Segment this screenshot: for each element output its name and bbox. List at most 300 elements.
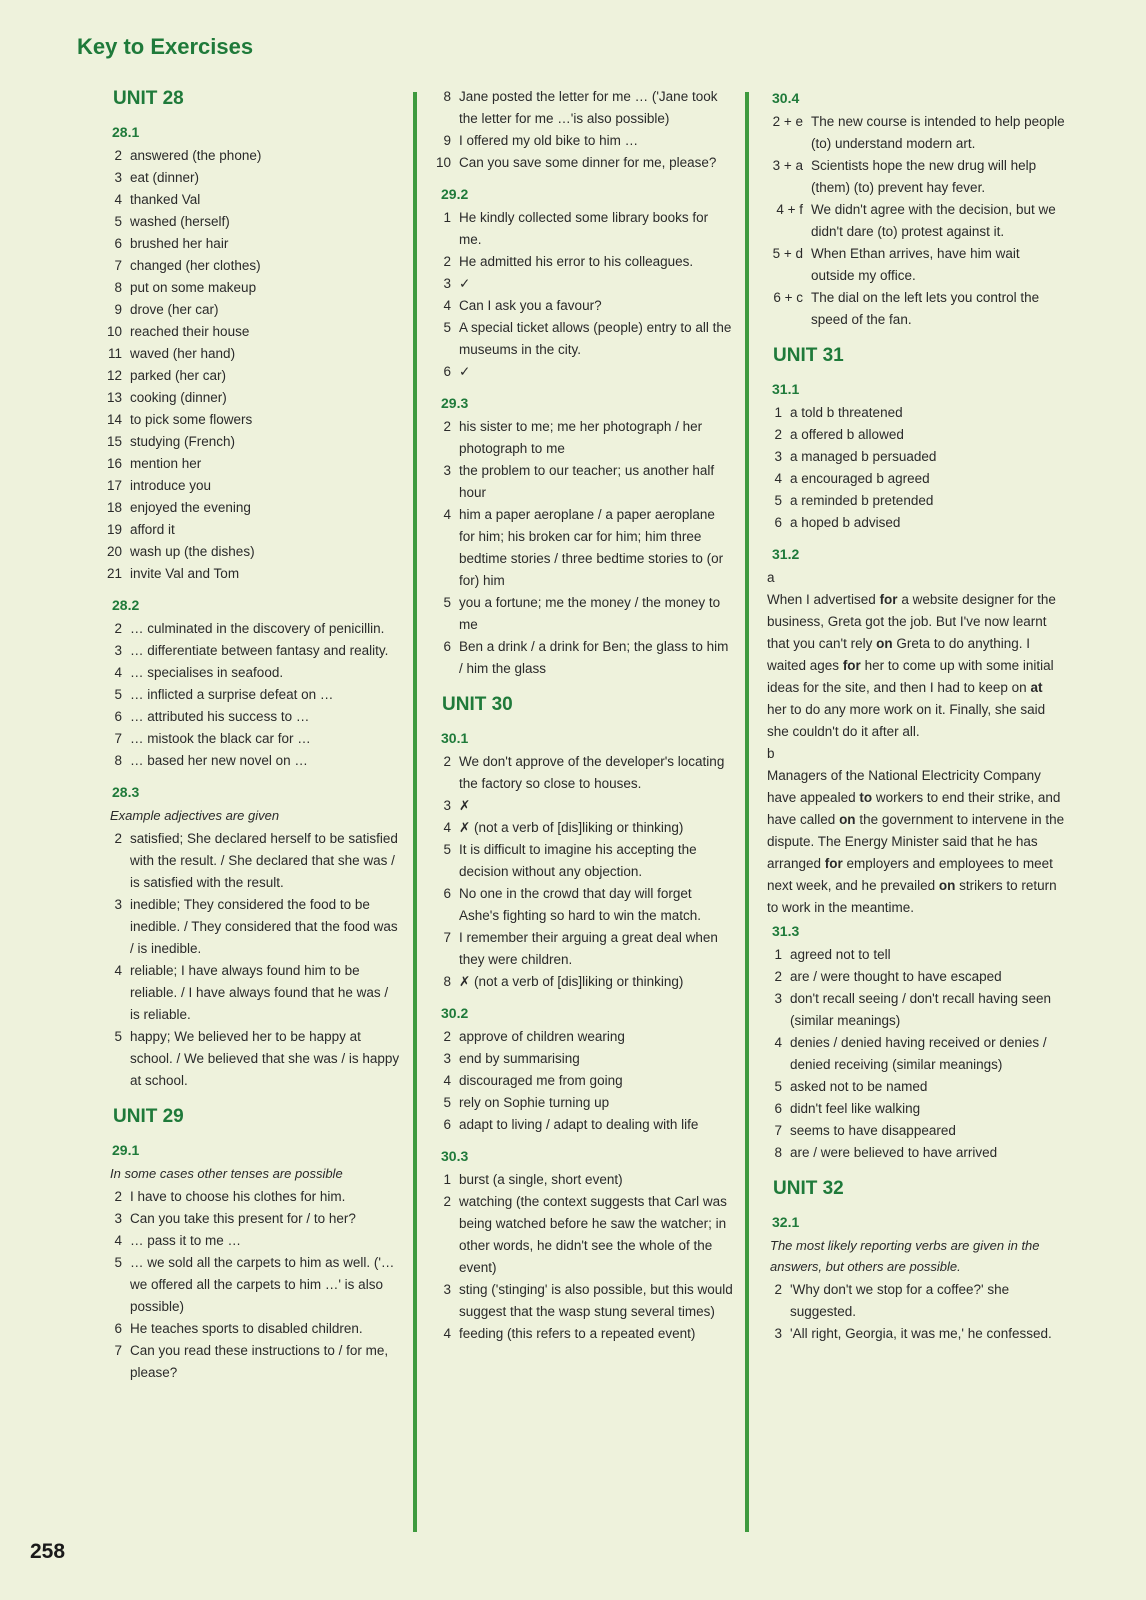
answer-text: invite Val and Tom	[130, 566, 240, 581]
answer-text: him a paper aeroplane / a paper aeroplane for him; his broken car for him; him three bedtime stories / three bedtime stories to (or for) him	[459, 507, 724, 588]
answer-text: his sister to me; me her photograph / her photograph to me	[459, 419, 703, 456]
answer-item	[434, 504, 734, 592]
exercise-number: 28.1	[112, 124, 140, 140]
answer-item	[765, 1098, 1065, 1120]
exercise-number: 29.3	[441, 395, 469, 411]
answer-number: 6	[443, 1117, 451, 1132]
answer-column-3	[765, 86, 1065, 1345]
answer-number: 13	[106, 390, 122, 405]
answer-number: 2	[443, 419, 451, 434]
answer-text: enjoyed the evening	[130, 500, 251, 515]
answer-item	[105, 1026, 401, 1092]
answer-text: a reminded b pretended	[790, 493, 934, 508]
answer-number: 1	[443, 210, 451, 225]
answer-item	[765, 199, 1065, 243]
answer-item	[105, 706, 401, 728]
answer-number: 4	[114, 963, 122, 978]
answer-item	[105, 640, 401, 662]
unit-heading: UNIT 28	[113, 88, 184, 109]
answer-item	[434, 1169, 734, 1191]
answer-item	[434, 1323, 734, 1345]
answer-text: … specialises in seafood.	[130, 665, 284, 680]
answer-item	[105, 497, 401, 519]
paragraph-segment: strikers to return to work in the meantime.	[767, 878, 1057, 915]
answer-text: Ben a drink / a drink for Ben; the glass to him / him the glass	[459, 639, 729, 676]
answer-number: 5	[443, 1095, 451, 1110]
answer-text: I offered my old bike to him …	[459, 133, 639, 148]
exercise-number: 31.3	[772, 923, 800, 939]
answer-text: We didn't agree with the decision, but we didn't dare (to) protest against it.	[811, 202, 1056, 239]
answer-item	[434, 416, 734, 460]
answer-number: 3	[443, 276, 451, 291]
column-3-lower	[765, 921, 1065, 1345]
answer-item	[105, 321, 401, 343]
answer-item	[105, 475, 401, 497]
answer-text: a told b threatened	[790, 405, 903, 420]
answer-number: 5	[443, 842, 451, 857]
exercise-number: 29.1	[112, 1142, 140, 1158]
answer-text: Can you read these instructions to / for me, please?	[130, 1343, 389, 1380]
answer-item	[765, 966, 1065, 988]
unit-heading: UNIT 31	[773, 345, 844, 366]
answer-number: 4	[114, 1233, 122, 1248]
answer-number: 6	[443, 886, 451, 901]
answer-item	[434, 130, 734, 152]
answer-item	[434, 295, 734, 317]
answer-text: a managed b persuaded	[790, 449, 937, 464]
answer-number: 2	[443, 254, 451, 269]
answer-number: 8	[443, 89, 451, 104]
answer-text: thanked Val	[130, 192, 201, 207]
answer-item	[434, 795, 734, 817]
answer-number: 5 + d	[772, 246, 803, 261]
answer-number: 5	[443, 595, 451, 610]
answer-item	[105, 1340, 401, 1384]
answer-number: 4	[443, 507, 451, 522]
unit-heading: UNIT 29	[113, 1106, 184, 1127]
answer-number: 1	[443, 1172, 451, 1187]
answer-preposition: to	[859, 790, 873, 805]
answer-item	[105, 750, 401, 772]
answer-item	[434, 207, 734, 251]
answer-item	[765, 1279, 1065, 1323]
answer-text: Can you take this present for / to her?	[130, 1211, 356, 1226]
answer-number: 3 + a	[772, 158, 803, 173]
answer-item	[105, 431, 401, 453]
answer-number: 5	[774, 493, 782, 508]
answer-text: … attributed his success to …	[130, 709, 310, 724]
answer-text: reliable; I have always found him to be reliable. / I have always found that he was / is reliable.	[130, 963, 389, 1022]
part-label-a: a	[767, 570, 775, 585]
answer-number: 8	[443, 974, 451, 989]
answer-text: are / were thought to have escaped	[790, 969, 1002, 984]
answer-text: drove (her car)	[130, 302, 219, 317]
answer-item	[765, 424, 1065, 446]
answer-item	[105, 277, 401, 299]
answer-item	[434, 460, 734, 504]
answer-number: 5	[114, 214, 122, 229]
answer-item	[105, 684, 401, 706]
answer-text: … we sold all the carpets to him as well. ('… we offered all the carpets to him …' is also possible)	[130, 1255, 395, 1314]
column-divider	[413, 92, 417, 1532]
paragraph-segment: a website designer for the business, Greta got the job. But I've now learnt that you can't rely	[767, 592, 1056, 651]
answer-text: sting ('stinging' is also possible, but this would suggest that the wasp stung several times)	[459, 1282, 733, 1319]
part-label-b: b	[767, 746, 775, 761]
answer-item	[765, 287, 1065, 331]
answer-item	[434, 1026, 734, 1048]
answer-text: washed (herself)	[130, 214, 230, 229]
answer-item	[105, 894, 401, 960]
answer-number: 3	[443, 463, 451, 478]
answer-number: 3	[443, 1051, 451, 1066]
answer-item	[434, 592, 734, 636]
answer-text: parked (her car)	[130, 368, 227, 383]
exercise-number: 31.1	[772, 381, 800, 397]
answer-column-2	[434, 86, 734, 1345]
answer-number: 2	[774, 1282, 782, 1297]
page-number: 258	[30, 1540, 66, 1563]
answer-text: ✓	[459, 364, 471, 379]
answer-number: 5	[114, 1255, 122, 1270]
answer-text: ✓	[459, 276, 471, 291]
answer-number: 18	[106, 500, 122, 515]
answer-item	[434, 636, 734, 680]
answer-item	[105, 662, 401, 684]
column-divider	[745, 92, 749, 1532]
answer-number: 4 + f	[776, 202, 803, 217]
answer-text: He kindly collected some library books for me.	[459, 210, 709, 247]
answer-text: mention her	[130, 456, 202, 471]
answer-text: discouraged me from going	[459, 1073, 623, 1088]
answer-number: 3	[114, 643, 122, 658]
answer-text: satisfied; She declared herself to be satisfied with the result. / She declared that she was / is satisfied with the result.	[130, 831, 398, 890]
answer-text: burst (a single, short event)	[459, 1172, 623, 1187]
answer-item	[765, 1142, 1065, 1164]
answer-text: A special ticket allows (people) entry to all the museums in the city.	[459, 320, 732, 357]
exercise-number: 31.2	[772, 546, 800, 562]
answer-number: 2 + e	[772, 114, 803, 129]
answer-number: 8	[114, 280, 122, 295]
exercise-note: The most likely reporting verbs are given in the answers, but others are possible.	[770, 1238, 1040, 1274]
answer-text: afford it	[130, 522, 175, 537]
exercise-number: 30.1	[441, 730, 469, 746]
answer-item	[105, 1208, 401, 1230]
exercise-number: 30.2	[441, 1005, 469, 1021]
answer-item	[765, 944, 1065, 966]
answer-text: introduce you	[130, 478, 212, 493]
answer-item	[765, 490, 1065, 512]
answer-number: 2	[114, 831, 122, 846]
answer-text: 'Why don't we stop for a coffee?' she suggested.	[790, 1282, 1010, 1319]
paragraph-segment: her to come up with some initial ideas for the site, and then I had to keep on	[767, 658, 1054, 695]
answer-number: 3	[774, 1326, 782, 1341]
answer-number: 6 + c	[773, 290, 803, 305]
answer-text: don't recall seeing / don't recall having seen (similar meanings)	[790, 991, 1052, 1028]
answer-number: 20	[106, 544, 122, 559]
answer-number: 2	[114, 148, 122, 163]
answer-number: 4	[443, 820, 451, 835]
answer-text: seems to have disappeared	[790, 1123, 956, 1138]
answer-item	[434, 317, 734, 361]
answer-number: 3	[114, 897, 122, 912]
answer-number: 21	[106, 566, 122, 581]
answer-preposition: for	[842, 658, 861, 673]
answer-number: 6	[774, 515, 782, 530]
answer-text: He teaches sports to disabled children.	[130, 1321, 363, 1336]
answer-text: We don't approve of the developer's locating the factory so close to houses.	[459, 754, 725, 791]
answer-number: 5	[114, 1029, 122, 1044]
paragraph-segment: Managers of the National Electricity Company have appealed	[767, 768, 1041, 805]
answer-item	[105, 233, 401, 255]
answer-item	[105, 453, 401, 475]
answer-text: I have to choose his clothes for him.	[130, 1189, 346, 1204]
exercise-number: 29.2	[441, 186, 469, 202]
answer-number: 5	[443, 320, 451, 335]
answer-text: you a fortune; me the money / the money to me	[459, 595, 721, 632]
answer-text: answered (the phone)	[130, 148, 262, 163]
answer-number: 6	[774, 1101, 782, 1116]
answer-number: 7	[774, 1123, 782, 1138]
answer-item	[434, 751, 734, 795]
answer-item	[105, 828, 401, 894]
answer-item	[105, 1252, 401, 1318]
answer-number: 2	[774, 427, 782, 442]
answer-number: 7	[114, 731, 122, 746]
answer-text: … culminated in the discovery of penicillin.	[130, 621, 385, 636]
answer-number: 3	[114, 1211, 122, 1226]
answer-text: The new course is intended to help people (to) understand modern art.	[811, 114, 1065, 151]
paragraph-segment: her to do any more work on it. Finally, she said she couldn't do it after all.	[767, 702, 1046, 739]
answer-text: … based her new novel on …	[130, 753, 308, 768]
answer-item	[765, 1076, 1065, 1098]
answer-text: I remember their arguing a great deal when they were children.	[459, 930, 718, 967]
answer-item	[105, 1186, 401, 1208]
answer-number: 2	[774, 969, 782, 984]
answer-number: 9	[114, 302, 122, 317]
answer-text: Can I ask you a favour?	[459, 298, 602, 313]
answer-number: 16	[106, 456, 122, 471]
answer-text: cooking (dinner)	[130, 390, 227, 405]
answer-item	[105, 1230, 401, 1252]
answer-text: Can you save some dinner for me, please?	[459, 155, 717, 170]
paragraph-a	[765, 589, 1065, 743]
answer-text: … pass it to me …	[130, 1233, 242, 1248]
answer-item	[105, 409, 401, 431]
answer-text: to pick some flowers	[130, 412, 253, 427]
answer-item	[765, 402, 1065, 424]
answer-number: 4	[114, 665, 122, 680]
answer-text: end by summarising	[459, 1051, 580, 1066]
answer-item	[105, 563, 401, 585]
answer-text: eat (dinner)	[130, 170, 200, 185]
answer-number: 14	[106, 412, 122, 427]
unit-heading: UNIT 32	[773, 1178, 844, 1199]
answer-preposition: for	[879, 592, 898, 607]
answer-text: Jane posted the letter for me … ('Jane took the letter for me …'is also possible)	[459, 89, 718, 126]
answer-number: 6	[114, 709, 122, 724]
answer-text: a hoped b advised	[790, 515, 901, 530]
answer-number: 2	[114, 1189, 122, 1204]
answer-text: didn't feel like walking	[790, 1101, 921, 1116]
answer-text: When Ethan arrives, have him wait outside my office.	[811, 246, 1020, 283]
answer-item	[105, 1318, 401, 1340]
answer-text: studying (French)	[130, 434, 236, 449]
answer-text: The dial on the left lets you control the speed of the fan.	[811, 290, 1040, 327]
answer-item	[434, 971, 734, 993]
answer-text: adapt to living / adapt to dealing with life	[459, 1117, 699, 1132]
answer-item	[434, 86, 734, 130]
paragraph-segment: Greta to do anything. I waited ages	[767, 636, 1030, 673]
answer-item	[105, 299, 401, 321]
answer-number: 19	[106, 522, 122, 537]
answer-item	[105, 365, 401, 387]
answer-number: 3	[774, 991, 782, 1006]
paragraph-segment: workers to end their strike, and have called	[767, 790, 1061, 827]
column-3-upper	[765, 88, 1065, 564]
answer-text: No one in the crowd that day will forget Ashe's fighting so hard to win the match.	[459, 886, 701, 923]
answer-number: 6	[114, 236, 122, 251]
answer-number: 5	[114, 687, 122, 702]
exercise-number: 32.1	[772, 1214, 800, 1230]
answer-item	[105, 167, 401, 189]
answer-item	[434, 839, 734, 883]
answer-item	[434, 1191, 734, 1279]
unit-heading: UNIT 30	[442, 694, 513, 715]
answer-text: happy; We believed her to be happy at school. / We believed that she was / is happy at school.	[130, 1029, 400, 1088]
answer-number: 4	[443, 1326, 451, 1341]
exercise-31-2-text	[765, 567, 1065, 919]
answer-text: agreed not to tell	[790, 947, 891, 962]
answer-number: 7	[114, 1343, 122, 1358]
paragraph-segment: the government to intervene in the dispute. The Energy Minister said that he has arranged	[767, 812, 1065, 871]
answer-number: 3	[114, 170, 122, 185]
answer-text: … mistook the black car for …	[130, 731, 311, 746]
answer-item	[434, 152, 734, 174]
answer-item	[765, 155, 1065, 199]
paragraph-segment: employers and employees to meet next week, and he prevailed	[767, 856, 1053, 893]
answer-text: denies / denied having received or denies / denied receiving (similar meanings)	[790, 1035, 1047, 1072]
answer-item	[765, 468, 1065, 490]
answer-item	[105, 618, 401, 640]
answer-number: 12	[106, 368, 122, 383]
answer-preposition: for	[824, 856, 843, 871]
answer-text: … differentiate between fantasy and reality.	[130, 643, 389, 658]
answer-item	[765, 1120, 1065, 1142]
answer-number: 10	[435, 155, 451, 170]
answer-text: brushed her hair	[130, 236, 229, 251]
answer-number: 8	[114, 753, 122, 768]
answer-text: Scientists hope the new drug will help (them) (to) prevent hay fever.	[811, 158, 1037, 195]
answer-text: feeding (this refers to a repeated event)	[459, 1326, 696, 1341]
answer-text: approve of children wearing	[459, 1029, 625, 1044]
answer-item	[105, 960, 401, 1026]
paragraph-b	[765, 765, 1065, 919]
answer-item	[765, 446, 1065, 468]
answer-item	[765, 1032, 1065, 1076]
answer-text: ✗ (not a verb of [dis]liking or thinking)	[459, 974, 684, 989]
answer-number: 4	[443, 298, 451, 313]
answer-text: waved (her hand)	[130, 346, 236, 361]
answer-text: changed (her clothes)	[130, 258, 261, 273]
answer-text: It is difficult to imagine his accepting the decision without any objection.	[459, 842, 697, 879]
answer-item	[434, 1114, 734, 1136]
answer-number: 6	[114, 1321, 122, 1336]
answer-number: 5	[774, 1079, 782, 1094]
answer-text: put on some makeup	[130, 280, 257, 295]
exercise-number: 30.3	[441, 1148, 469, 1164]
answer-text: watching (the context suggests that Carl was being watched before he saw the watcher; in other words, he didn't see the whole of the event)	[459, 1194, 727, 1275]
answer-text: inedible; They considered the food to be inedible. / They considered that the food was / is inedible.	[130, 897, 398, 956]
answer-number: 1	[774, 947, 782, 962]
answer-number: 6	[443, 639, 451, 654]
answer-item	[105, 343, 401, 365]
answer-number: 6	[443, 364, 451, 379]
answer-text: ✗ (not a verb of [dis]liking or thinking)	[459, 820, 684, 835]
answer-number: 7	[114, 258, 122, 273]
answer-number: 4	[774, 471, 782, 486]
answer-column-1	[105, 86, 401, 1384]
answer-text: rely on Sophie turning up	[459, 1095, 610, 1110]
answer-item	[105, 387, 401, 409]
answer-item	[434, 883, 734, 927]
answer-item	[105, 541, 401, 563]
answer-text: He admitted his error to his colleagues.	[459, 254, 694, 269]
answer-text: 'All right, Georgia, it was me,' he confessed.	[790, 1326, 1052, 1341]
answer-number: 4	[114, 192, 122, 207]
answer-item	[434, 1070, 734, 1092]
answer-text: the problem to our teacher; us another half hour	[459, 463, 715, 500]
answer-item	[434, 361, 734, 383]
exercise-number: 28.3	[112, 784, 140, 800]
answer-item	[105, 728, 401, 750]
answer-number: 2	[443, 1029, 451, 1044]
answer-item	[105, 189, 401, 211]
answer-number: 8	[774, 1145, 782, 1160]
answer-preposition: at	[1030, 680, 1043, 695]
answer-item	[434, 273, 734, 295]
answer-item	[434, 927, 734, 971]
answer-number: 1	[774, 405, 782, 420]
answer-item	[434, 1279, 734, 1323]
exercise-number: 30.4	[772, 90, 800, 106]
answer-text: asked not to be named	[790, 1079, 928, 1094]
answer-text: reached their house	[130, 324, 250, 339]
answer-item	[765, 243, 1065, 287]
answer-item	[105, 519, 401, 541]
exercise-number: 28.2	[112, 597, 140, 613]
paragraph-segment: When I advertised	[767, 592, 880, 607]
answer-number: 10	[106, 324, 122, 339]
answer-item	[434, 817, 734, 839]
answer-number: 4	[443, 1073, 451, 1088]
answer-preposition: on	[839, 812, 856, 827]
answer-preposition: on	[938, 878, 956, 893]
answer-item	[765, 988, 1065, 1032]
exercise-note: In some cases other tenses are possible	[110, 1166, 343, 1181]
answer-item	[434, 251, 734, 273]
answer-preposition: on	[876, 636, 893, 651]
answer-number: 3	[774, 449, 782, 464]
answer-item	[765, 1323, 1065, 1345]
answer-number: 15	[106, 434, 122, 449]
answer-text: … inflicted a surprise defeat on …	[130, 687, 334, 702]
answer-number: 2	[114, 621, 122, 636]
answer-item	[105, 211, 401, 233]
answer-number: 7	[443, 930, 451, 945]
answer-item	[765, 111, 1065, 155]
answer-number: 4	[774, 1035, 782, 1050]
answer-number: 9	[443, 133, 451, 148]
